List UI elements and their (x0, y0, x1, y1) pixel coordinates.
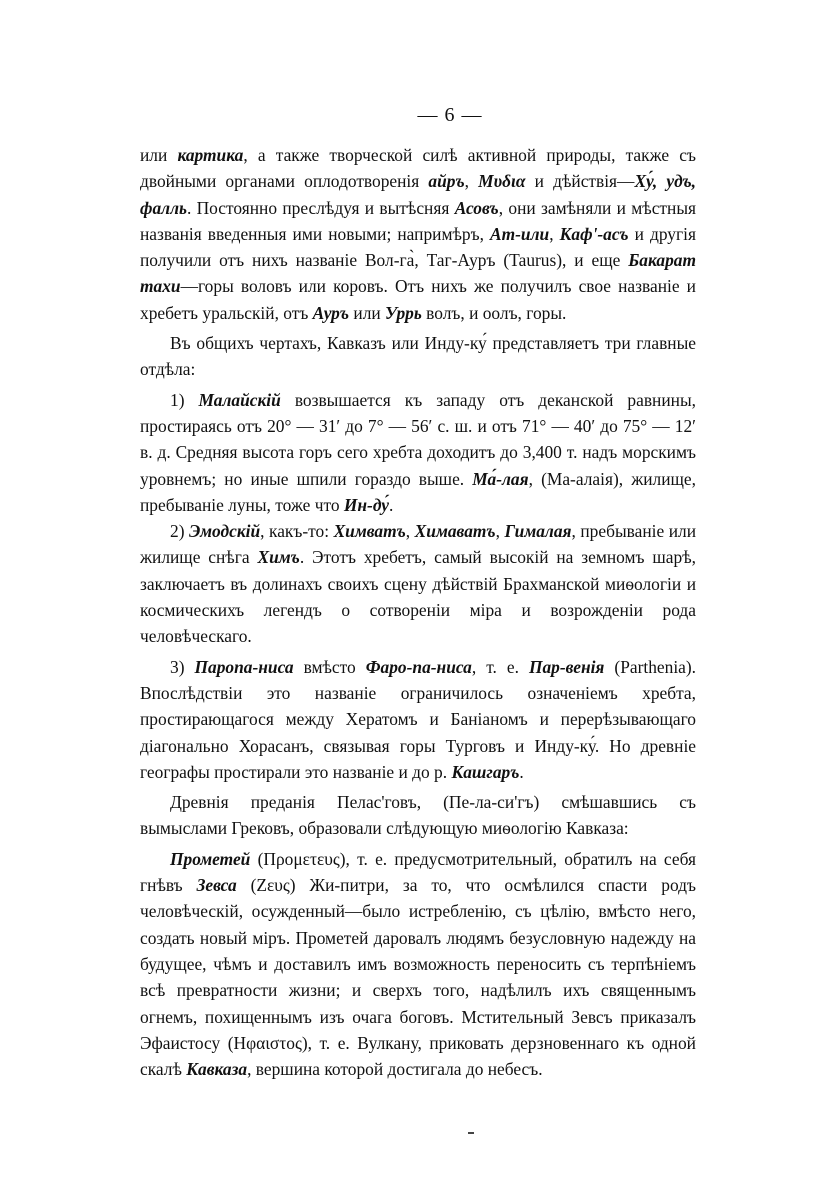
emphasis-term: Пар-венія (528, 656, 605, 677)
text-run: , (495, 521, 505, 542)
text-run: 1) (170, 389, 199, 410)
text-run: волъ, и оолъ, горы. (421, 302, 567, 323)
text-run: , (Ма-алаія), жилище, пребываніе луны, тоже что (140, 468, 696, 515)
emphasis-term: Гималая (504, 521, 572, 542)
text-run: 2) (170, 521, 190, 542)
text-run: . (388, 494, 394, 515)
text-run: , пребываніе или жилище снѣга (140, 521, 697, 568)
emphasis-term: Прометей (170, 848, 251, 869)
emphasis-term: Ауръ (312, 302, 350, 323)
text-run: или (140, 145, 178, 165)
emphasis-term: Бакарат тахи (140, 250, 696, 297)
paragraph-5 (140, 654, 696, 785)
paragraph-2 (140, 330, 696, 383)
emphasis-term: Кашгаръ (451, 761, 520, 782)
text-run: . (519, 761, 524, 782)
page-number: — 6 — (417, 104, 483, 126)
emphasis-term: Фаро-па-ниса (365, 656, 472, 677)
text-run: , (549, 223, 560, 244)
emphasis-term: Зевса (196, 875, 237, 896)
text-run: , а также творческой силѣ активной природы, также съ двойными органами оплодотворенія (140, 145, 697, 192)
ink-speck (468, 1132, 474, 1134)
emphasis-term: Химъ (257, 547, 300, 568)
text-run: возвышается къ западу отъ деканской равнины, простираясь отъ 20° — 31′ до 7° — 56′ с. ш. и отъ 71° — 40′ до 75° — 12′ в. д. Средняя высота горъ сего хребта доходитъ до 3,400 т. надъ морскимъ уровнемъ; но иные шпили гораздо выше. (140, 389, 696, 489)
emphasis-term: Эмодскій (189, 521, 261, 542)
paragraph-1 (140, 142, 696, 326)
text-run: (Προμετευς), т. е. предусмотрительный, обратилъ на себя гнѣвъ (140, 848, 696, 896)
emphasis-term: Ма́-лая (472, 468, 529, 489)
text-run: и дѣйствія— (525, 171, 635, 192)
text-run: 3) (170, 656, 195, 677)
emphasis-term: Химватъ (333, 521, 406, 542)
emphasis-term: Ат-или (490, 223, 550, 244)
paragraph-4 (140, 518, 696, 649)
text-run: . Этотъ хребетъ, самый высокій на земномъ шарѣ, заключаетъ въ долинахъ своихъ сцену дѣйствій Брахманской миѳологіи и космическихъ легендъ о сотвореніи міра и возрожденіи рода человѣческаго. (140, 547, 696, 647)
text-run: , вершина которой достигала до небесъ. (247, 1059, 543, 1080)
emphasis-term: Химаватъ (414, 521, 496, 542)
emphasis-term: Ху́, удъ, фалль (140, 171, 696, 218)
emphasis-term: Уррь (385, 302, 422, 323)
text-run: . Постоянно преслѣдуя и вытѣсняя (186, 197, 455, 218)
emphasis-term: Каф'-асъ (559, 223, 629, 244)
emphasis-term: Ин-ду́ (343, 494, 389, 515)
text-run: , (464, 171, 479, 192)
text-run: вмѣсто (293, 656, 366, 677)
emphasis-term: Малайскій (198, 389, 281, 410)
text-run: , они замѣняли и мѣстныя названія введенныя ими новыми; напримѣръ, (140, 197, 697, 244)
text-run: (Ζευς) Жи-питри, за то, что осмѣлился спасти родъ человѣческій, осужденный—было истребленію, съ цѣлію, вмѣсто него, создать новый міръ. Прометей даровалъ людямъ безусловную надежду на будущее, чѣмъ и доставилъ имъ возможность переносить съ терпѣніемъ всѣ превратности жизни; и сверхъ того, надѣлилъ ихъ священнымъ огнемъ, похищеннымъ изъ очага боговъ. Мстительный Зевсъ приказалъ Эфаистосу (Ηφαιστος), т. е. Вулкану, приковать дерзновеннаго къ одной скалѣ (140, 875, 696, 1080)
text-run: Древнія преданія Пелас'говъ, (Пе-ла-си'гъ) смѣшавшись съ вымыслами Грековъ, образовали слѣдующую миѳологію Кавказа: (140, 792, 696, 839)
text-run: или (349, 302, 386, 323)
emphasis-term: Мυδια (478, 171, 526, 192)
paragraph-7 (140, 846, 696, 1083)
text-run: Въ общихъ чертахъ, Кавказъ или Инду-ку́ представляетъ три главные отдѣла: (140, 333, 696, 380)
text-run: и другія получили отъ нихъ названіе Вол-га̀, Таг-Ауръ (Taurus), и еще (140, 223, 696, 271)
emphasis-term: Паропа-ниса (194, 656, 294, 677)
text-run: , т. е. (471, 656, 529, 677)
body-text (140, 142, 696, 1082)
text-run: —горы воловъ или коровъ. Отъ нихъ же получилъ свое названіе и хребетъ уральскій, отъ (140, 276, 696, 323)
text-run: (Parthenia). Впослѣдствіи это названіе ограничилось означеніемъ хребта, простирающагося между Хератомъ и Баніаномъ и перерѣзывающаго діагонально Хорасанъ, связывая горы Турговъ и Инду-ку́. Но древніе географы простирали это названіе и до р. (140, 656, 697, 782)
emphasis-term: Асовъ (454, 197, 499, 218)
paragraph-6 (140, 789, 696, 842)
emphasis-term: Кавказа (186, 1059, 248, 1080)
emphasis-term: картика (177, 145, 244, 165)
text-run: , какъ-то: (260, 521, 334, 542)
text-run: , (405, 521, 415, 542)
emphasis-term: айръ (428, 171, 465, 192)
paragraph-3 (140, 387, 696, 518)
